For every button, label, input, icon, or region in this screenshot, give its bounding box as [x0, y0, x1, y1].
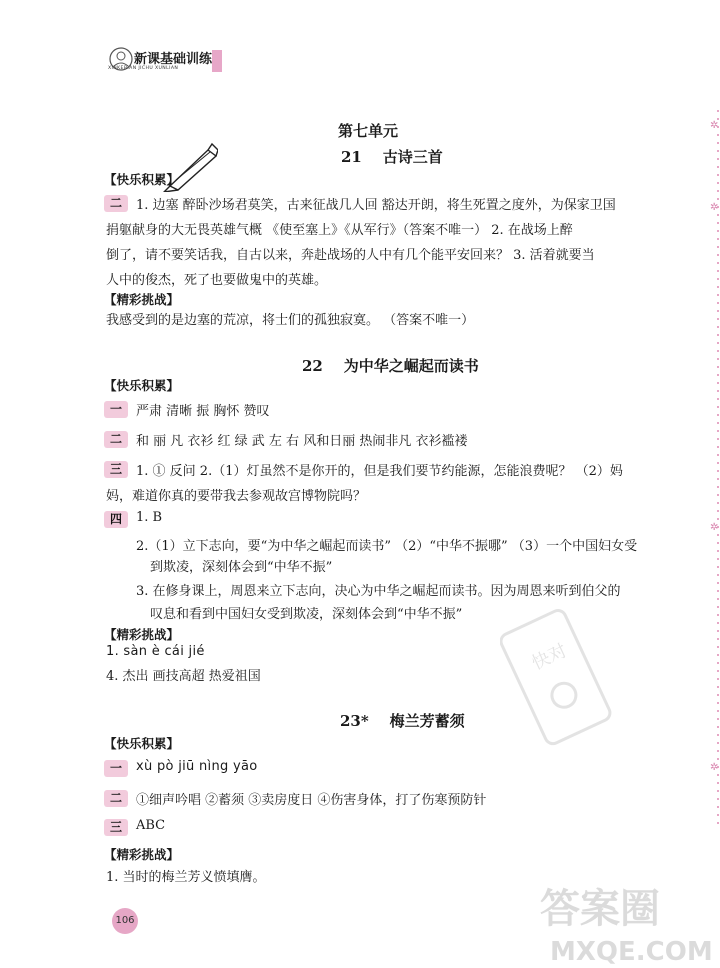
question-badge: 二	[104, 431, 128, 448]
lesson-number: 22	[302, 357, 323, 375]
answer-line: 1. B	[136, 510, 163, 525]
answer-line: 和 丽 凡 衣衫 红 绿 武 左 右 风和日丽 热闹非凡 衣衫褴褛	[136, 434, 468, 449]
svg-text:✲: ✲	[710, 522, 719, 533]
lesson-name: 古诗三首	[382, 148, 443, 166]
lesson-name: 为中华之崛起而读书	[343, 357, 479, 375]
question-badge: 四	[104, 511, 128, 528]
lesson-22-title	[302, 355, 479, 376]
watermark-stamp	[500, 600, 620, 750]
watermark-stamp-text: 快对	[528, 640, 571, 675]
challenge-answer: 4. 杰出 画技高超 热爱祖国	[106, 669, 261, 684]
answer-line: 严肃 清晰 振 胸怀 赞叹	[136, 404, 270, 419]
question-badge: 一	[104, 760, 128, 777]
unit-title: 第七单元	[337, 122, 398, 140]
decorative-border	[708, 110, 720, 830]
logo-subtitle: XINKEBIAN JICHU XUNLIAN	[108, 66, 179, 71]
answer-line: 倒了，请不要笑话我，自古以来，奔赴战场的人中有几个能平安回来？ 3. 活着就要当	[106, 248, 595, 263]
lesson-number: 21	[341, 148, 362, 166]
answer-line: 2.（1）立下志向，要“为中华之崛起而读书” （2）“中华不振哪” （3）一个中国妇女受	[136, 539, 638, 554]
watermark-corner-text: 答案圈	[540, 886, 660, 932]
svg-text:✲: ✲	[710, 202, 719, 213]
header-logo	[108, 46, 228, 76]
lesson-number: 23*	[340, 712, 369, 730]
question-badge: 一	[104, 401, 128, 418]
lesson-23-title	[340, 710, 465, 731]
logo-title: 新课基础训练	[134, 52, 213, 67]
question-badge: 二	[104, 195, 128, 212]
logo-accent-bar	[212, 50, 222, 72]
answer-line: 3. 在修身课上，周恩来立下志向，决心为中华之崛起而读书。因为周恩来听到伯父的	[136, 584, 621, 599]
answer-pinyin: xù pò jiū nìng yāo	[136, 759, 258, 774]
section-label-accumulate: 【快乐积累】	[104, 172, 180, 187]
answer-line: 妈，难道你真的要带我去参观故宫博物院吗？	[106, 489, 367, 504]
svg-text:✲: ✲	[710, 762, 719, 773]
challenge-pinyin: 1. sàn è cái jié	[106, 644, 205, 659]
section-label-challenge: 【精彩挑战】	[104, 847, 180, 862]
section-label-accumulate: 【快乐积累】	[104, 378, 180, 393]
svg-text:✲: ✲	[710, 120, 719, 131]
answer-line: ①细声吟唱 ②蓄须 ③卖房度日 ④伤害身体，打了伤寒预防针	[136, 793, 487, 808]
question-badge: 二	[104, 790, 128, 807]
answer-line: 人中的俊杰，死了也要做鬼中的英雄。	[106, 273, 328, 288]
answer-line: 1. ① 反问 2.（1）灯虽然不是你开的，但是我们要节约能源，怎能浪费呢？ （2）妈	[136, 464, 623, 479]
lesson-name: 梅兰芳蓄须	[389, 712, 465, 730]
lesson-21-title	[341, 146, 443, 167]
answer-line: 1. 边塞 醉卧沙场君莫笑，古来征战几人回 豁达开朗，将生死置之度外，为保家卫国	[136, 198, 616, 213]
question-badge: 三	[104, 461, 128, 478]
section-label-accumulate: 【快乐积累】	[104, 736, 180, 751]
section-label-challenge: 【精彩挑战】	[104, 292, 180, 307]
answer-line: 到欺凌，深刻体会到“中华不振”	[150, 560, 333, 575]
question-badge: 三	[104, 819, 128, 836]
section-label-challenge: 【精彩挑战】	[104, 627, 180, 642]
page-number: 106	[112, 908, 138, 934]
challenge-answer: 我感受到的是边塞的荒凉，将士们的孤独寂寞。 （答案不唯一）	[106, 313, 475, 328]
watermark-corner-url: MXQE.COM	[550, 937, 713, 965]
answer-line: 叹息和看到中国妇女受到欺凌，深刻体会到“中华不振”	[150, 607, 463, 622]
answer-line: 捐躯献身的大无畏英雄气概 《使至塞上》《从军行》（答案不唯一） 2. 在战场上醉	[106, 223, 573, 238]
watermark-corner	[530, 880, 720, 965]
challenge-answer: 1. 当时的梅兰芳义愤填膺。	[106, 870, 266, 885]
answer-line: ABC	[136, 818, 166, 833]
